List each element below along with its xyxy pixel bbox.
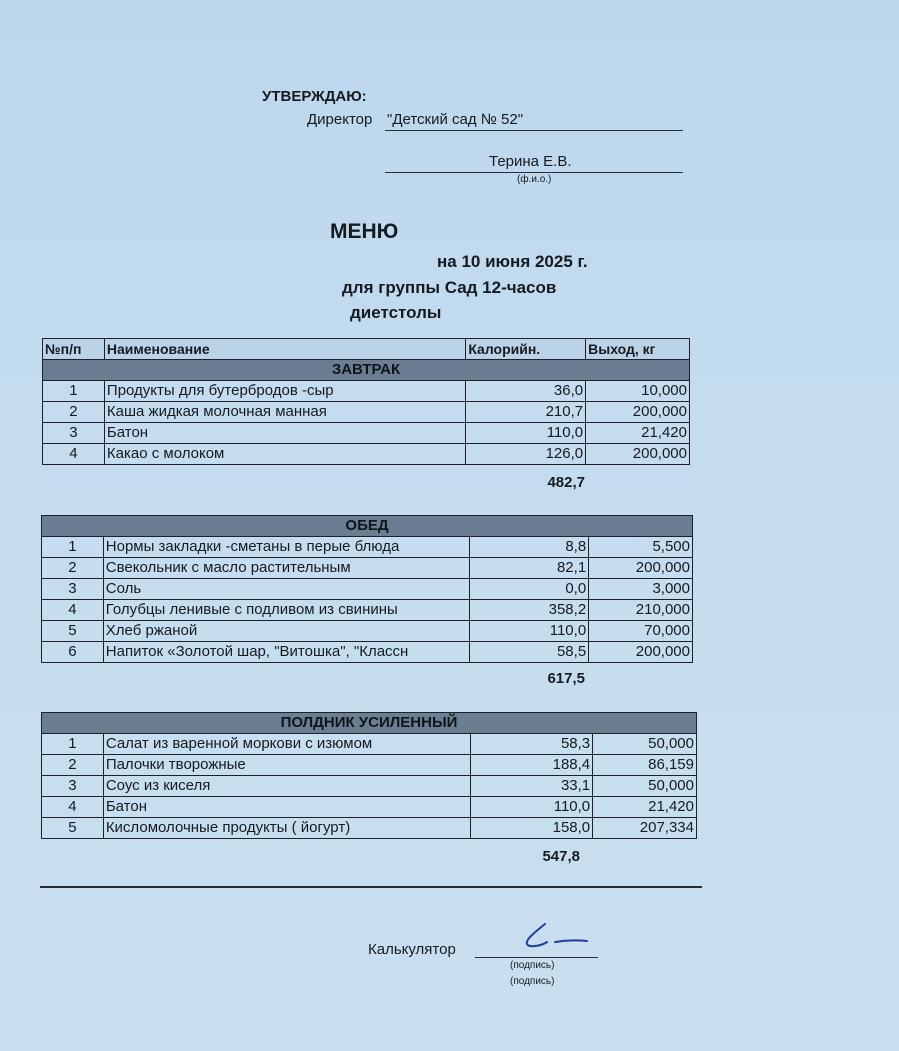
row-number: 3	[42, 776, 104, 797]
row-number: 2	[42, 755, 104, 776]
menu-diet: диетстолы	[350, 303, 442, 322]
row-number: 6	[42, 642, 104, 663]
row-output: 50,000	[593, 776, 697, 797]
row-calories: 36,0	[466, 381, 586, 402]
row-output: 200,000	[589, 642, 693, 663]
table-row	[43, 423, 690, 444]
row-number: 4	[43, 444, 105, 465]
row-calories: 188,4	[471, 755, 593, 776]
table-row	[43, 402, 690, 423]
table-row	[42, 776, 697, 797]
table-row	[42, 579, 693, 600]
section-snack	[42, 713, 697, 734]
row-output: 5,500	[589, 537, 693, 558]
header-number: №п/п	[43, 339, 105, 360]
row-name: Батон	[103, 797, 471, 818]
section-lunch	[42, 516, 693, 537]
signature-mark-icon	[515, 918, 605, 958]
director-label: Директор	[307, 111, 373, 128]
row-output: 70,000	[589, 621, 693, 642]
row-name: Напиток «Золотой шар, "Витошка", "Классн	[103, 642, 469, 663]
breakfast-table	[42, 338, 690, 465]
row-calories: 82,1	[469, 558, 589, 579]
signature-caption: (подпись)	[510, 976, 555, 987]
row-number: 4	[42, 600, 104, 621]
header-output: Выход, кг	[586, 339, 690, 360]
signature-caption: (подпись)	[510, 960, 555, 971]
header-calories: Калорийн.	[466, 339, 586, 360]
row-number: 3	[43, 423, 105, 444]
row-calories: 358,2	[469, 600, 589, 621]
section-label: ЗАВТРАК	[43, 360, 690, 381]
row-calories: 126,0	[466, 444, 586, 465]
row-name: Какао с молоком	[104, 444, 465, 465]
row-output: 210,000	[589, 600, 693, 621]
table-row	[42, 642, 693, 663]
snack-table	[41, 712, 697, 839]
table-row	[42, 797, 697, 818]
row-calories: 58,5	[469, 642, 589, 663]
row-calories: 0,0	[469, 579, 589, 600]
table-header	[43, 339, 690, 360]
row-calories: 8,8	[469, 537, 589, 558]
row-name: Палочки творожные	[103, 755, 471, 776]
row-number: 1	[43, 381, 105, 402]
row-name: Свекольник с масло растительным	[103, 558, 469, 579]
row-output: 200,000	[589, 558, 693, 579]
row-number: 2	[42, 558, 104, 579]
table-row	[42, 537, 693, 558]
name-underline	[385, 172, 683, 173]
section-label: ПОЛДНИК УСИЛЕННЫЙ	[42, 713, 697, 734]
row-name: Соль	[103, 579, 469, 600]
row-calories: 58,3	[471, 734, 593, 755]
section-label: ОБЕД	[42, 516, 693, 537]
table-row	[42, 755, 697, 776]
row-name: Батон	[104, 423, 465, 444]
row-name: Соус из киселя	[103, 776, 471, 797]
row-output: 3,000	[589, 579, 693, 600]
row-output: 21,420	[586, 423, 690, 444]
row-name: Кисломолочные продукты ( йогурт)	[103, 818, 471, 839]
director-name: Терина Е.В.	[489, 153, 572, 170]
lunch-table	[41, 515, 693, 663]
table-row	[43, 381, 690, 402]
table-row	[42, 600, 693, 621]
row-output: 200,000	[586, 402, 690, 423]
row-calories: 110,0	[469, 621, 589, 642]
bottom-separator	[40, 886, 702, 888]
row-name: Продукты для бутербродов -сыр	[104, 381, 465, 402]
menu-date: на 10 июня 2025 г.	[437, 252, 588, 271]
row-calories: 33,1	[471, 776, 593, 797]
row-name: Нормы закладки -сметаны в перые блюда	[103, 537, 469, 558]
approval-heading: УТВЕРЖДАЮ:	[262, 88, 367, 105]
lunch-total: 617,5	[547, 670, 585, 687]
signature-underline	[475, 957, 598, 958]
row-calories: 158,0	[471, 818, 593, 839]
row-output: 10,000	[586, 381, 690, 402]
breakfast-total: 482,7	[547, 474, 585, 491]
row-number: 3	[42, 579, 104, 600]
menu-title: МЕНЮ	[330, 220, 399, 243]
table-row	[42, 734, 697, 755]
row-number: 1	[42, 734, 104, 755]
row-output: 50,000	[593, 734, 697, 755]
row-number: 5	[42, 818, 104, 839]
row-calories: 110,0	[466, 423, 586, 444]
row-output: 207,334	[593, 818, 697, 839]
row-output: 21,420	[593, 797, 697, 818]
row-calories: 110,0	[471, 797, 593, 818]
menu-group: для группы Сад 12-часов	[342, 278, 557, 297]
row-name: Каша жидкая молочная манная	[104, 402, 465, 423]
header-name: Наименование	[104, 339, 465, 360]
row-number: 2	[43, 402, 105, 423]
table-row	[42, 818, 697, 839]
table-row	[43, 444, 690, 465]
calculator-label: Калькулятор	[368, 941, 456, 958]
row-output: 86,159	[593, 755, 697, 776]
row-name: Голубцы ленивые с подливом из свинины	[103, 600, 469, 621]
row-output: 200,000	[586, 444, 690, 465]
row-calories: 210,7	[466, 402, 586, 423]
snack-total: 547,8	[542, 848, 580, 865]
name-caption: (ф.и.о.)	[517, 174, 552, 185]
row-name: Хлеб ржаной	[103, 621, 469, 642]
row-number: 1	[42, 537, 104, 558]
table-row	[42, 621, 693, 642]
institution-underline	[385, 130, 683, 131]
section-breakfast	[43, 360, 690, 381]
institution-name: "Детский сад № 52"	[387, 111, 524, 128]
row-number: 4	[42, 797, 104, 818]
row-number: 5	[42, 621, 104, 642]
row-name: Салат из варенной моркови с изюмом	[103, 734, 471, 755]
table-row	[42, 558, 693, 579]
